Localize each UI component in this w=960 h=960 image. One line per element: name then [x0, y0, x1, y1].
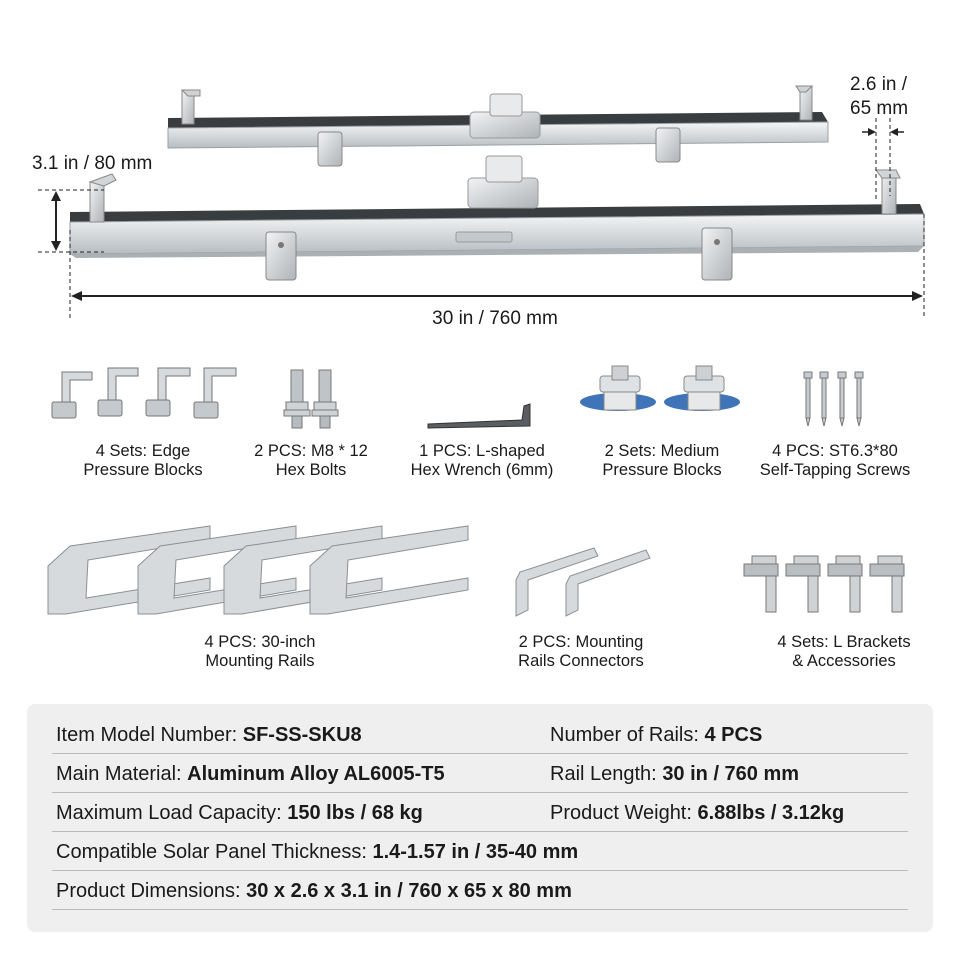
l-wrench-image [428, 404, 530, 428]
spec-dimensions [56, 880, 572, 903]
spec-label: Maximum Load Capacity: [56, 802, 282, 824]
caption-line-1: 4 PCS: ST6.3*80 [772, 442, 898, 460]
spec-value: 1.4-1.57 in / 35-40 mm [372, 841, 579, 863]
caption-line-1: 4 PCS: 30-inch [204, 633, 316, 651]
self-tapping-screws-image [804, 372, 863, 426]
spec-thickness [56, 841, 578, 864]
medium-pressure-blocks-image [580, 366, 740, 411]
caption-line-2: Self-Tapping Screws [759, 461, 911, 479]
caption-line-1: 2 Sets: Medium [604, 442, 720, 460]
spec-load [56, 802, 423, 825]
height-label: 3.1 in / 80 mm [32, 153, 153, 174]
spec-label: Main Material: [56, 763, 182, 785]
spec-label: Number of Rails: [550, 724, 699, 746]
caption-hex-bolts [236, 442, 386, 480]
caption-line-2: Rails Connectors [518, 652, 644, 670]
caption-line-1: 2 PCS: Mounting [518, 633, 644, 651]
caption-line-2: Pressure Blocks [602, 461, 722, 479]
caption-line-2: Mounting Rails [205, 652, 315, 670]
caption-line-2: Pressure Blocks [83, 461, 203, 479]
spec-divider [52, 831, 908, 832]
spec-value: Aluminum Alloy AL6005-T5 [187, 763, 445, 785]
spec-label: Compatible Solar Panel Thickness: [56, 841, 367, 863]
spec-divider [52, 909, 908, 910]
caption-line-2: & Accessories [792, 652, 896, 670]
spec-value: SF-SS-SKU8 [242, 724, 362, 746]
back-rail [168, 86, 828, 166]
spec-divider [52, 870, 908, 871]
spec-label: Product Weight: [550, 802, 692, 824]
caption-line-1: 4 Sets: L Brackets [777, 633, 911, 651]
front-rail [70, 156, 924, 280]
spec-material [56, 763, 445, 786]
spec-model [56, 724, 362, 747]
spec-length [550, 763, 799, 786]
spec-value: 6.88lbs / 3.12kg [697, 802, 845, 824]
spec-divider [52, 792, 908, 793]
caption-medium-pressure-blocks [584, 442, 740, 480]
spec-value: 150 lbs / 68 kg [287, 802, 423, 824]
caption-edge-pressure-blocks [48, 442, 238, 480]
spec-weight [550, 802, 844, 825]
mounting-rails-image [48, 526, 468, 614]
spec-divider [52, 753, 908, 754]
spec-label: Product Dimensions: [56, 880, 241, 902]
hex-bolts-image [284, 370, 338, 428]
caption-rail-connectors [496, 633, 666, 671]
components-illustration [0, 340, 960, 640]
l-brackets-image [744, 556, 904, 612]
spec-label: Rail Length: [550, 763, 657, 785]
depth-label-mm: 65 mm [850, 98, 909, 119]
rail-connectors-image [516, 548, 650, 616]
length-label: 30 in / 760 mm [432, 308, 558, 329]
edge-pressure-blocks-image [52, 368, 236, 418]
spec-value: 30 in / 760 mm [662, 763, 800, 785]
caption-self-tapping-screws [740, 442, 930, 480]
caption-line-1: 1 PCS: L-shaped [419, 442, 545, 460]
spec-rails [550, 724, 762, 747]
spec-value: 30 x 2.6 x 3.1 in / 760 x 65 x 80 mm [246, 880, 572, 902]
caption-l-brackets [746, 633, 942, 671]
caption-line-1: 2 PCS: M8 * 12 [254, 442, 368, 460]
spec-value: 4 PCS [704, 724, 763, 746]
depth-label: 2.6 in / [850, 74, 908, 95]
caption-line-2: Hex Bolts [275, 461, 347, 479]
caption-line-1: 4 Sets: Edge [95, 442, 191, 460]
spec-label: Item Model Number: [56, 724, 238, 746]
caption-hex-wrench [390, 442, 574, 480]
caption-mounting-rails [170, 633, 350, 671]
caption-line-2: Hex Wrench (6mm) [410, 461, 554, 479]
